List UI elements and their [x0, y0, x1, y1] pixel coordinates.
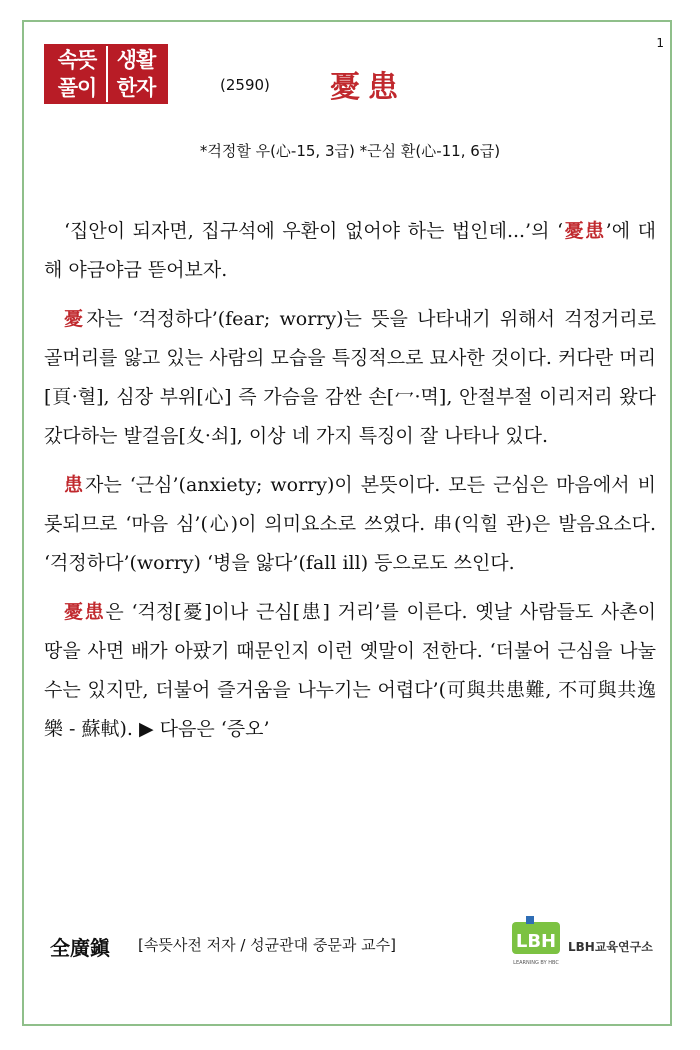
- highlight-char: 患: [64, 474, 86, 496]
- series-logo: [44, 44, 168, 104]
- article-body: [44, 212, 656, 759]
- logo-cell-4: 한자: [106, 74, 164, 102]
- page-number: 1: [656, 36, 664, 50]
- paragraph-intro: [44, 212, 656, 290]
- highlight-word: 憂患: [563, 220, 606, 242]
- logo-cell-3: 풀이: [57, 76, 97, 100]
- paragraph-woo: [44, 300, 656, 456]
- highlight-char: 憂: [64, 308, 87, 330]
- text-run: ‘집안이 되자면, 집구석에 우환이 없어야 하는 법인데...’의 ‘: [64, 220, 564, 242]
- paragraph-woohwan: [44, 593, 656, 749]
- highlight-word: 憂患: [64, 601, 106, 623]
- author-name: 全廣鎭: [50, 936, 110, 960]
- logo-cell-2: 생활: [106, 46, 164, 74]
- lbh-logo-accent: [526, 916, 534, 924]
- serial-number: (2590): [220, 76, 270, 94]
- text-run: 자는 ‘걱정하다’(fear; worry)는 뜻을 나타내기 위해서 걱정거리로 골머리를 앓고 있는 사람의 모습을 특징적으로 묘사한 것이다. 커다란 머리[頁·혈], 심장 부위[心] 즉 가슴을 감싼 손[冖·멱], 안절부절 이리저리 왔다갔다하는 발걸음[夊·쇠], 이상 네 가지 특징이 잘 나타나 있다.: [44, 308, 656, 447]
- paragraph-hwan: [44, 466, 656, 583]
- headword: 憂患: [330, 70, 406, 105]
- logo-cell-1: 속뜻: [57, 48, 97, 72]
- text-run: 자는 ‘근심’(anxiety; worry)이 본뜻이다. 모든 근심은 마음에서 비롯되므로 ‘마음 심’(心)이 의미요소로 쓰였다. 串(익힐 관)은 발음요소다. ‘걱정하다’(worry) ‘병을 앓다’(fall ill) 등으로도 쓰인다.: [44, 474, 656, 574]
- author-role: [속뜻사전 저자 / 성균관대 중문과 교수]: [138, 936, 396, 954]
- lbh-logo-tagline: LEARNING BY HBC: [513, 960, 559, 966]
- lbh-logo-icon: [508, 916, 564, 968]
- text-run: 은 ‘걱정[憂]이나 근심[患] 거리’를 이른다. 옛날 사람들도 사촌이 땅을 사면 배가 아팠기 때문인지 이런 옛말이 전한다. ‘더불어 근심을 나눌 수는 있지만, 더불어 즐거움을 나누기는 어렵다’(可與共患難, 不可與共逸樂 - 蘇軾). ▶ 다음은 ‘증오’: [44, 601, 656, 740]
- character-info: *걱정할 우(心-15, 3급) *근심 환(心-11, 6급): [199, 142, 501, 160]
- text-run: ’에 대해 야금야금 뜯어보자.: [44, 220, 656, 281]
- org-name: LBH교육연구소: [568, 940, 653, 954]
- lbh-logo-text: LBH: [515, 931, 557, 952]
